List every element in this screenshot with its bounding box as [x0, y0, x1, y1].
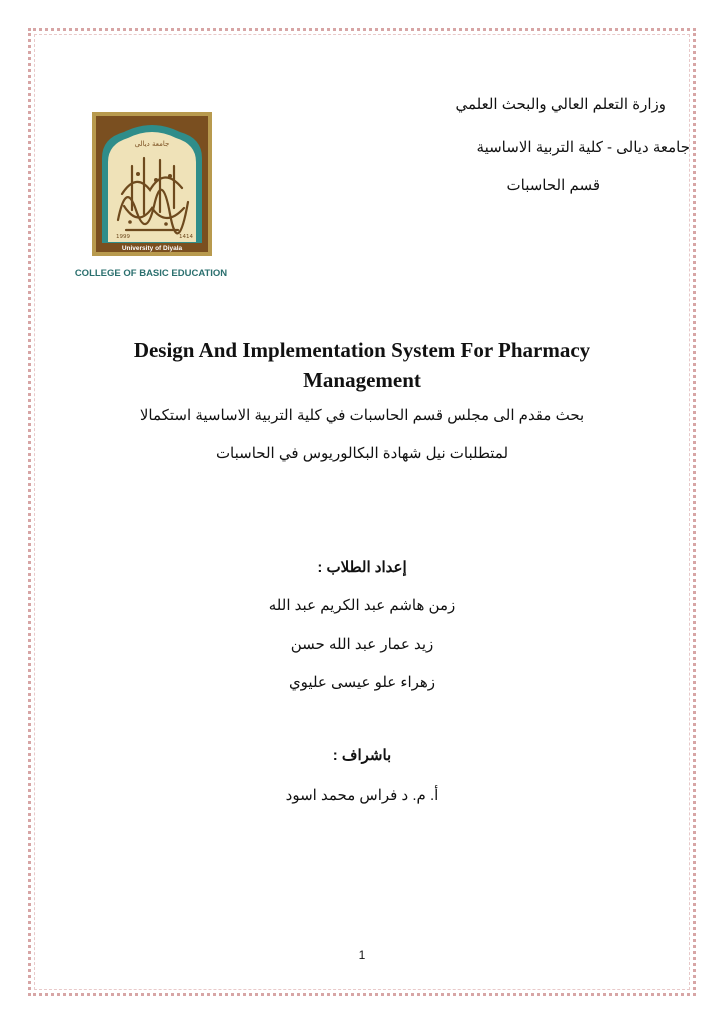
page-number: 1 [358, 948, 366, 962]
logo-university-name: University of Diyala [121, 245, 183, 252]
logo-year-left: 1999 [116, 234, 130, 240]
thesis-title: Design And Implementation System For Pharmacy Management [133, 338, 591, 392]
student-name: زمن هاشم عبد الكريم عبد الله [268, 597, 456, 614]
college-logo [66, 110, 236, 282]
logo-college-name: COLLEGE OF BASIC EDUCATION [74, 268, 228, 279]
supervisor-name: أ. م. د فراس محمد اسود [285, 787, 439, 804]
university-line: جامعة ديالى - كلية التربية الاساسية [476, 139, 690, 156]
student-name: زيد عمار عبد الله حسن [290, 636, 434, 653]
supervisor-heading: باشراف : [332, 747, 392, 764]
subtitle-line-1: بحث مقدم الى مجلس قسم الحاسبات في كلية التربية الاساسية استكمالا [139, 407, 585, 424]
department-line: قسم الحاسبات [506, 177, 600, 194]
logo-top-text: جامعة ديالى [134, 140, 170, 148]
student-name: زهراء علو عيسى عليوي [288, 674, 436, 691]
ministry-line: وزارة التعلم العالي والبحث العلمي [455, 96, 666, 113]
students-heading: إعداد الطلاب : [317, 559, 407, 576]
logo-year-right: 1414 [179, 234, 193, 240]
subtitle-line-2: لمتطلبات نيل شهادة البكالوريوس في الحاسبات [215, 445, 509, 462]
